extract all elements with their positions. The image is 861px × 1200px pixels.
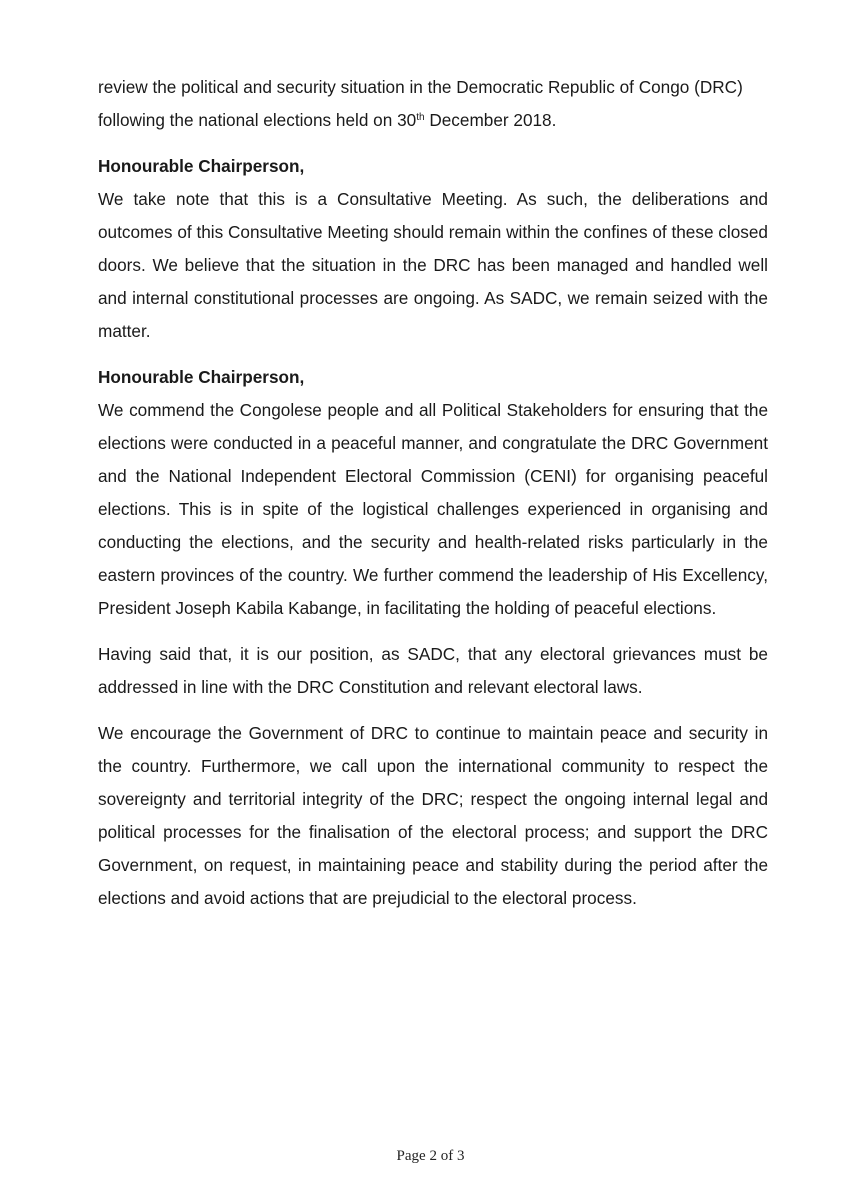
paragraph-encouragement: We encourage the Government of DRC to continue to maintain peace and security in the country. Furthermore, we call upon the international community to respect the sovereignty and territorial integrity of the DRC; respect the ongoing internal legal and political processes for the finalisation of the electoral process; and support the DRC Government, on request, in maintaining peace and stability during the period after the elections and avoid actions that are prejudicial to the electoral process. xyxy=(98,723,768,908)
document-body xyxy=(98,71,768,928)
paragraph-election-review-end: December 2018. xyxy=(424,110,557,130)
paragraph-electoral-grievances: Having said that, it is our position, as SADC, that any electoral grievances must be addressed in line with the DRC Constitution and relevant electoral laws. xyxy=(98,644,768,697)
date-ordinal-suffix: th xyxy=(416,112,425,123)
paragraph-election-review-text: review the political and security situation in the Democratic Republic of Congo (DRC) following the national elections held on 30 xyxy=(98,77,743,130)
paragraph-commendation: We commend the Congolese people and all Political Stakeholders for ensuring that the elections were conducted in a peaceful manner, and congratulate the DRC Government and the National Independent Electoral Commission (CENI) for organising peaceful elections. This is in spite of the logistical challenges experienced in organising and conducting the elections, and the security and health-related risks particularly in the eastern provinces of the country. We further commend the leadership of His Excellency, President Joseph Kabila Kabange, in facilitating the holding of peaceful elections. xyxy=(98,400,768,618)
page-number-footer: Page 2 of 3 xyxy=(396,1148,465,1164)
salutation-heading-1: Honourable Chairperson, xyxy=(98,156,305,176)
paragraph-election-review xyxy=(98,71,768,137)
salutation-heading-2: Honourable Chairperson, xyxy=(98,367,305,387)
paragraph-consultative-meeting: We take note that this is a Consultative Meeting. As such, the deliberations and outcomes of this Consultative Meeting should remain within the confines of these closed doors. We believe that the situation in the DRC has been managed and handled well and internal constitutional processes are ongoing. As SADC, we remain seized with the matter. xyxy=(98,189,768,341)
